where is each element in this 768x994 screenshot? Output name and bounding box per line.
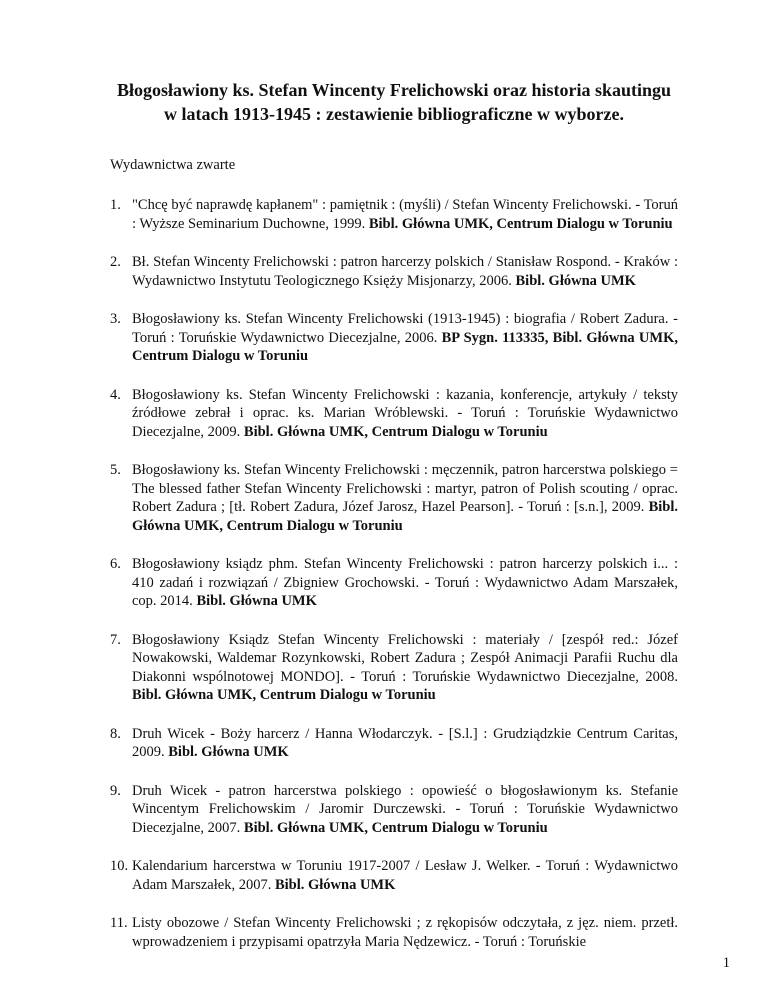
entry-location: Bibl. Główna UMK, Centrum Dialogu w Toruniu	[243, 819, 548, 836]
bibliography-entry	[110, 461, 678, 535]
entry-text: Druh Wicek - patron harcerstwa polskiego : opowieść o błogosławionym ks. Stefanie Wincentym Frelichowskim / Jaromir Durczewski. - Toruń : Toruńskie Wydawnictwo Diecezjalne, 2007.	[132, 782, 678, 836]
entry-text: Błogosławiony ks. Stefan Wincenty Frelichowski : kazania, konferencje, artykuły / teksty źródłowe zebrał i oprac. ks. Marian Wróblewski. - Toruń : Toruńskie Wydawnictwo Diecezjalne, 2009.	[132, 386, 678, 440]
entry-number: 7.	[110, 631, 121, 648]
entry-number: 11.	[110, 915, 128, 931]
entry-number: 8.	[110, 725, 121, 742]
bibliography-entry	[110, 253, 678, 290]
title-line-2: w latach 1913-1945 : zestawienie bibliograficzne w wyborze.	[164, 104, 624, 124]
entry-location: Bibl. Główna UMK, Centrum Dialogu w Toruniu	[243, 423, 548, 440]
entry-location: Bibl. Główna UMK	[168, 744, 289, 760]
entry-text: Błogosławiony ks. Stefan Wincenty Frelichowski : męczennik, patron harcerstwa polskiego = The blessed father Stefan Wincenty Frelichowski : martyr, patron of Polish scouting / oprac. Robert Zadura ; [tł. Robert Zadura, Józef Jarosz, Hazel Pearson]. - Toruń : [s.n.], 2009.	[132, 462, 678, 515]
bibliography-entry	[110, 782, 678, 838]
bibliography-entry	[110, 386, 678, 442]
entry-text: Bł. Stefan Wincenty Frelichowski : patron harcerzy polskich / Stanisław Rospond. - Kraków : Wydawnictwo Instytutu Teologicznego Księży Misjonarzy, 2006.	[132, 254, 678, 289]
entry-text: Błogosławiony Ksiądz Stefan Wincenty Frelichowski : materiały / [zespół red.: Józef Nowakowski, Waldemar Rozynkowski, Robert Zadura ; Zespół Animacji Parafii Ruchu dla Diakonni wspólnotowej MONDO]. - Toruń : Toruńskie Wydawnictwo Diecezjalne, 2008.	[132, 631, 678, 685]
entry-text: Listy obozowe / Stefan Wincenty Frelichowski ; z rękopisów odczytała, z jęz. niem. przetł. wprowadzeniem i przypisami opatrzyła Maria Nędzewicz. - Toruń : Toruńskie	[132, 915, 678, 950]
section-heading: Wydawnictwa zwarte	[110, 157, 236, 173]
page-number: 1	[722, 955, 730, 971]
entry-number: 4.	[110, 386, 121, 403]
bibliography-entry	[110, 631, 678, 705]
entry-location: Bibl. Główna UMK	[196, 593, 317, 609]
bibliography-entry	[110, 725, 678, 762]
entry-number: 2.	[110, 254, 121, 270]
entry-number: 5.	[110, 462, 121, 478]
bibliography-entry	[110, 196, 678, 233]
bibliography-entry	[110, 555, 678, 611]
entry-number: 6.	[110, 556, 121, 572]
entry-location: Bibl. Główna UMK, Centrum Dialogu w Toruniu	[132, 687, 436, 703]
entry-number: 9.	[110, 782, 121, 799]
entry-text: Błogosławiony ksiądz phm. Stefan Wincenty Frelichowski : patron harcerzy polskich i... : 410 zadań i rozwiązań / Zbigniew Grochowski. - Toruń : Wydawnictwo Adam Marszałek, cop. 2014.	[132, 556, 678, 609]
title-line-1: Błogosławiony ks. Stefan Wincenty Frelichowski oraz historia skautingu	[116, 80, 672, 100]
document-title	[100, 78, 688, 126]
entry-location: Bibl. Główna UMK, Centrum Dialogu w Toruniu	[132, 499, 678, 534]
entry-number: 1.	[110, 197, 121, 213]
bibliography-entry	[110, 914, 678, 951]
entry-text: Kalendarium harcerstwa w Toruniu 1917-2007 / Lesław J. Welker. - Toruń : Wydawnictwo Adam Marszałek, 2007.	[132, 858, 678, 893]
entry-location: Bibl. Główna UMK, Centrum Dialogu w Toruniu	[368, 215, 673, 232]
entry-text: Druh Wicek - Boży harcerz / Hanna Włodarczyk. - [S.l.] : Grudziądzkie Centrum Caritas, 2009.	[132, 725, 678, 760]
bibliography-entry	[110, 857, 678, 894]
entry-number: 10.	[110, 858, 129, 874]
entry-location: Bibl. Główna UMK	[515, 272, 636, 289]
entry-text: "Chcę być naprawdę kapłanem" : pamiętnik : (myśli) / Stefan Wincenty Frelichowski. - Toruń : Wyższe Seminarium Duchowne, 1999.	[132, 197, 678, 232]
entry-location: Bibl. Główna UMK	[274, 876, 396, 893]
entry-location: BP Sygn. 113335, Bibl. Główna UMK, Centrum Dialogu w Toruniu	[132, 329, 678, 364]
bibliography-entry	[110, 310, 678, 366]
bibliography-list	[110, 196, 678, 951]
entry-text: Błogosławiony ks. Stefan Wincenty Frelichowski (1913-1945) : biografia / Robert Zadura. - Toruń : Toruńskie Wydawnictwo Diecezjalne, 2006.	[132, 311, 678, 346]
entry-number: 3.	[110, 311, 121, 327]
